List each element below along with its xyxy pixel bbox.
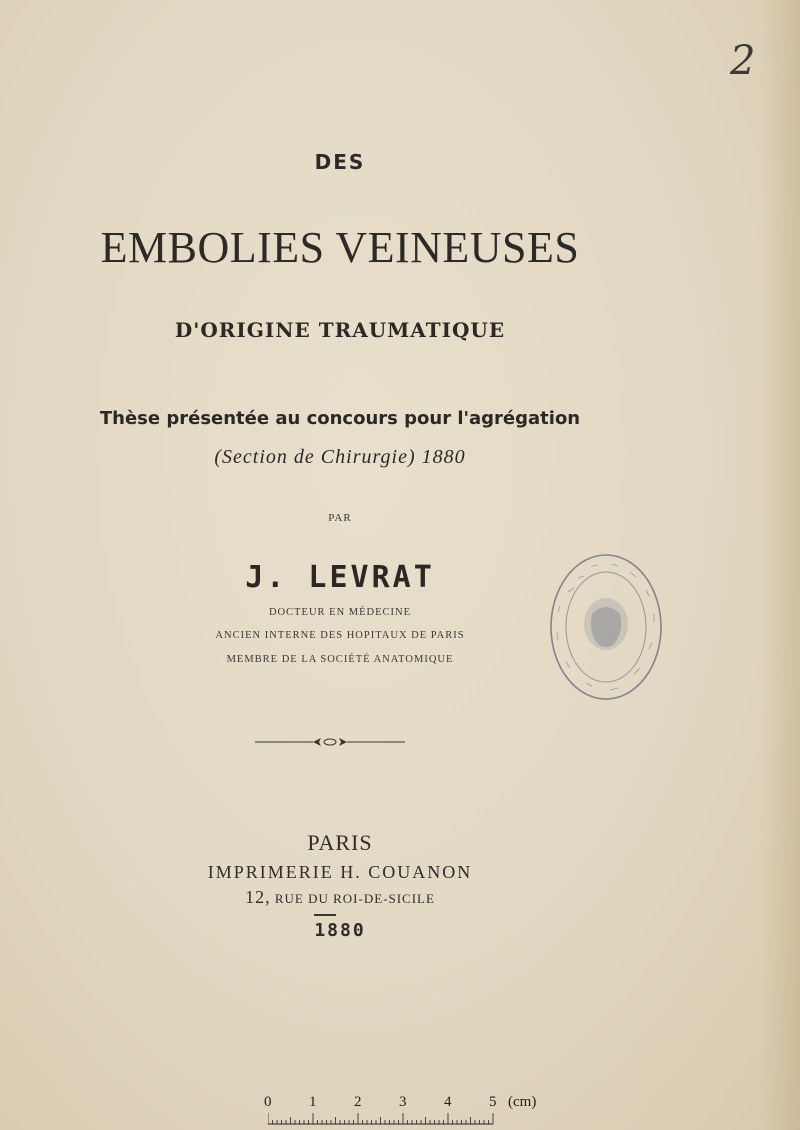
author-name: J. LEVRAT	[245, 560, 435, 595]
address-street: RUE DU ROI-DE-SICILE	[274, 891, 435, 906]
library-stamp-icon	[548, 552, 664, 702]
address-number: 12,	[245, 887, 271, 907]
subtitle: D'ORIGINE TRAUMATIQUE	[174, 318, 506, 342]
title-prefix: DES	[314, 150, 366, 174]
year-dash	[314, 914, 336, 916]
scale-ruler-icon	[268, 1112, 508, 1126]
thesis-section-line: (Section de Chirurgie) 1880	[214, 446, 466, 468]
scale-label: 0	[264, 1094, 272, 1110]
imprint-year: 1880	[314, 920, 366, 941]
scale-label: 5	[489, 1094, 497, 1110]
author-credential: ANCIEN INTERNE DES HOPITAUX DE PARIS	[215, 630, 465, 641]
main-title: EMBOLIES VEINEUSES	[100, 223, 580, 272]
scale-unit: (cm)	[508, 1094, 537, 1110]
paper-edge-shadow	[760, 0, 800, 1130]
thesis-line: Thèse présentée au concours pour l'agrégation	[99, 408, 581, 429]
ornamental-divider-icon	[255, 735, 405, 749]
author-credential: DOCTEUR EN MÉDECINE	[268, 607, 412, 618]
scale-label: 2	[354, 1094, 362, 1110]
imprint-printer: IMPRIMERIE H. COUANON	[207, 862, 473, 882]
imprint-address	[0, 887, 680, 908]
scale-label: 1	[309, 1094, 317, 1110]
page-number: 2	[730, 38, 756, 84]
imprint-city: PARIS	[307, 830, 373, 855]
measurement-scale	[258, 1094, 548, 1126]
by-label: PAR	[328, 512, 352, 524]
author-credential: MEMBRE DE LA SOCIÉTÉ ANATOMIQUE	[226, 654, 454, 665]
scale-label: 4	[444, 1094, 452, 1110]
scale-label: 3	[399, 1094, 407, 1110]
